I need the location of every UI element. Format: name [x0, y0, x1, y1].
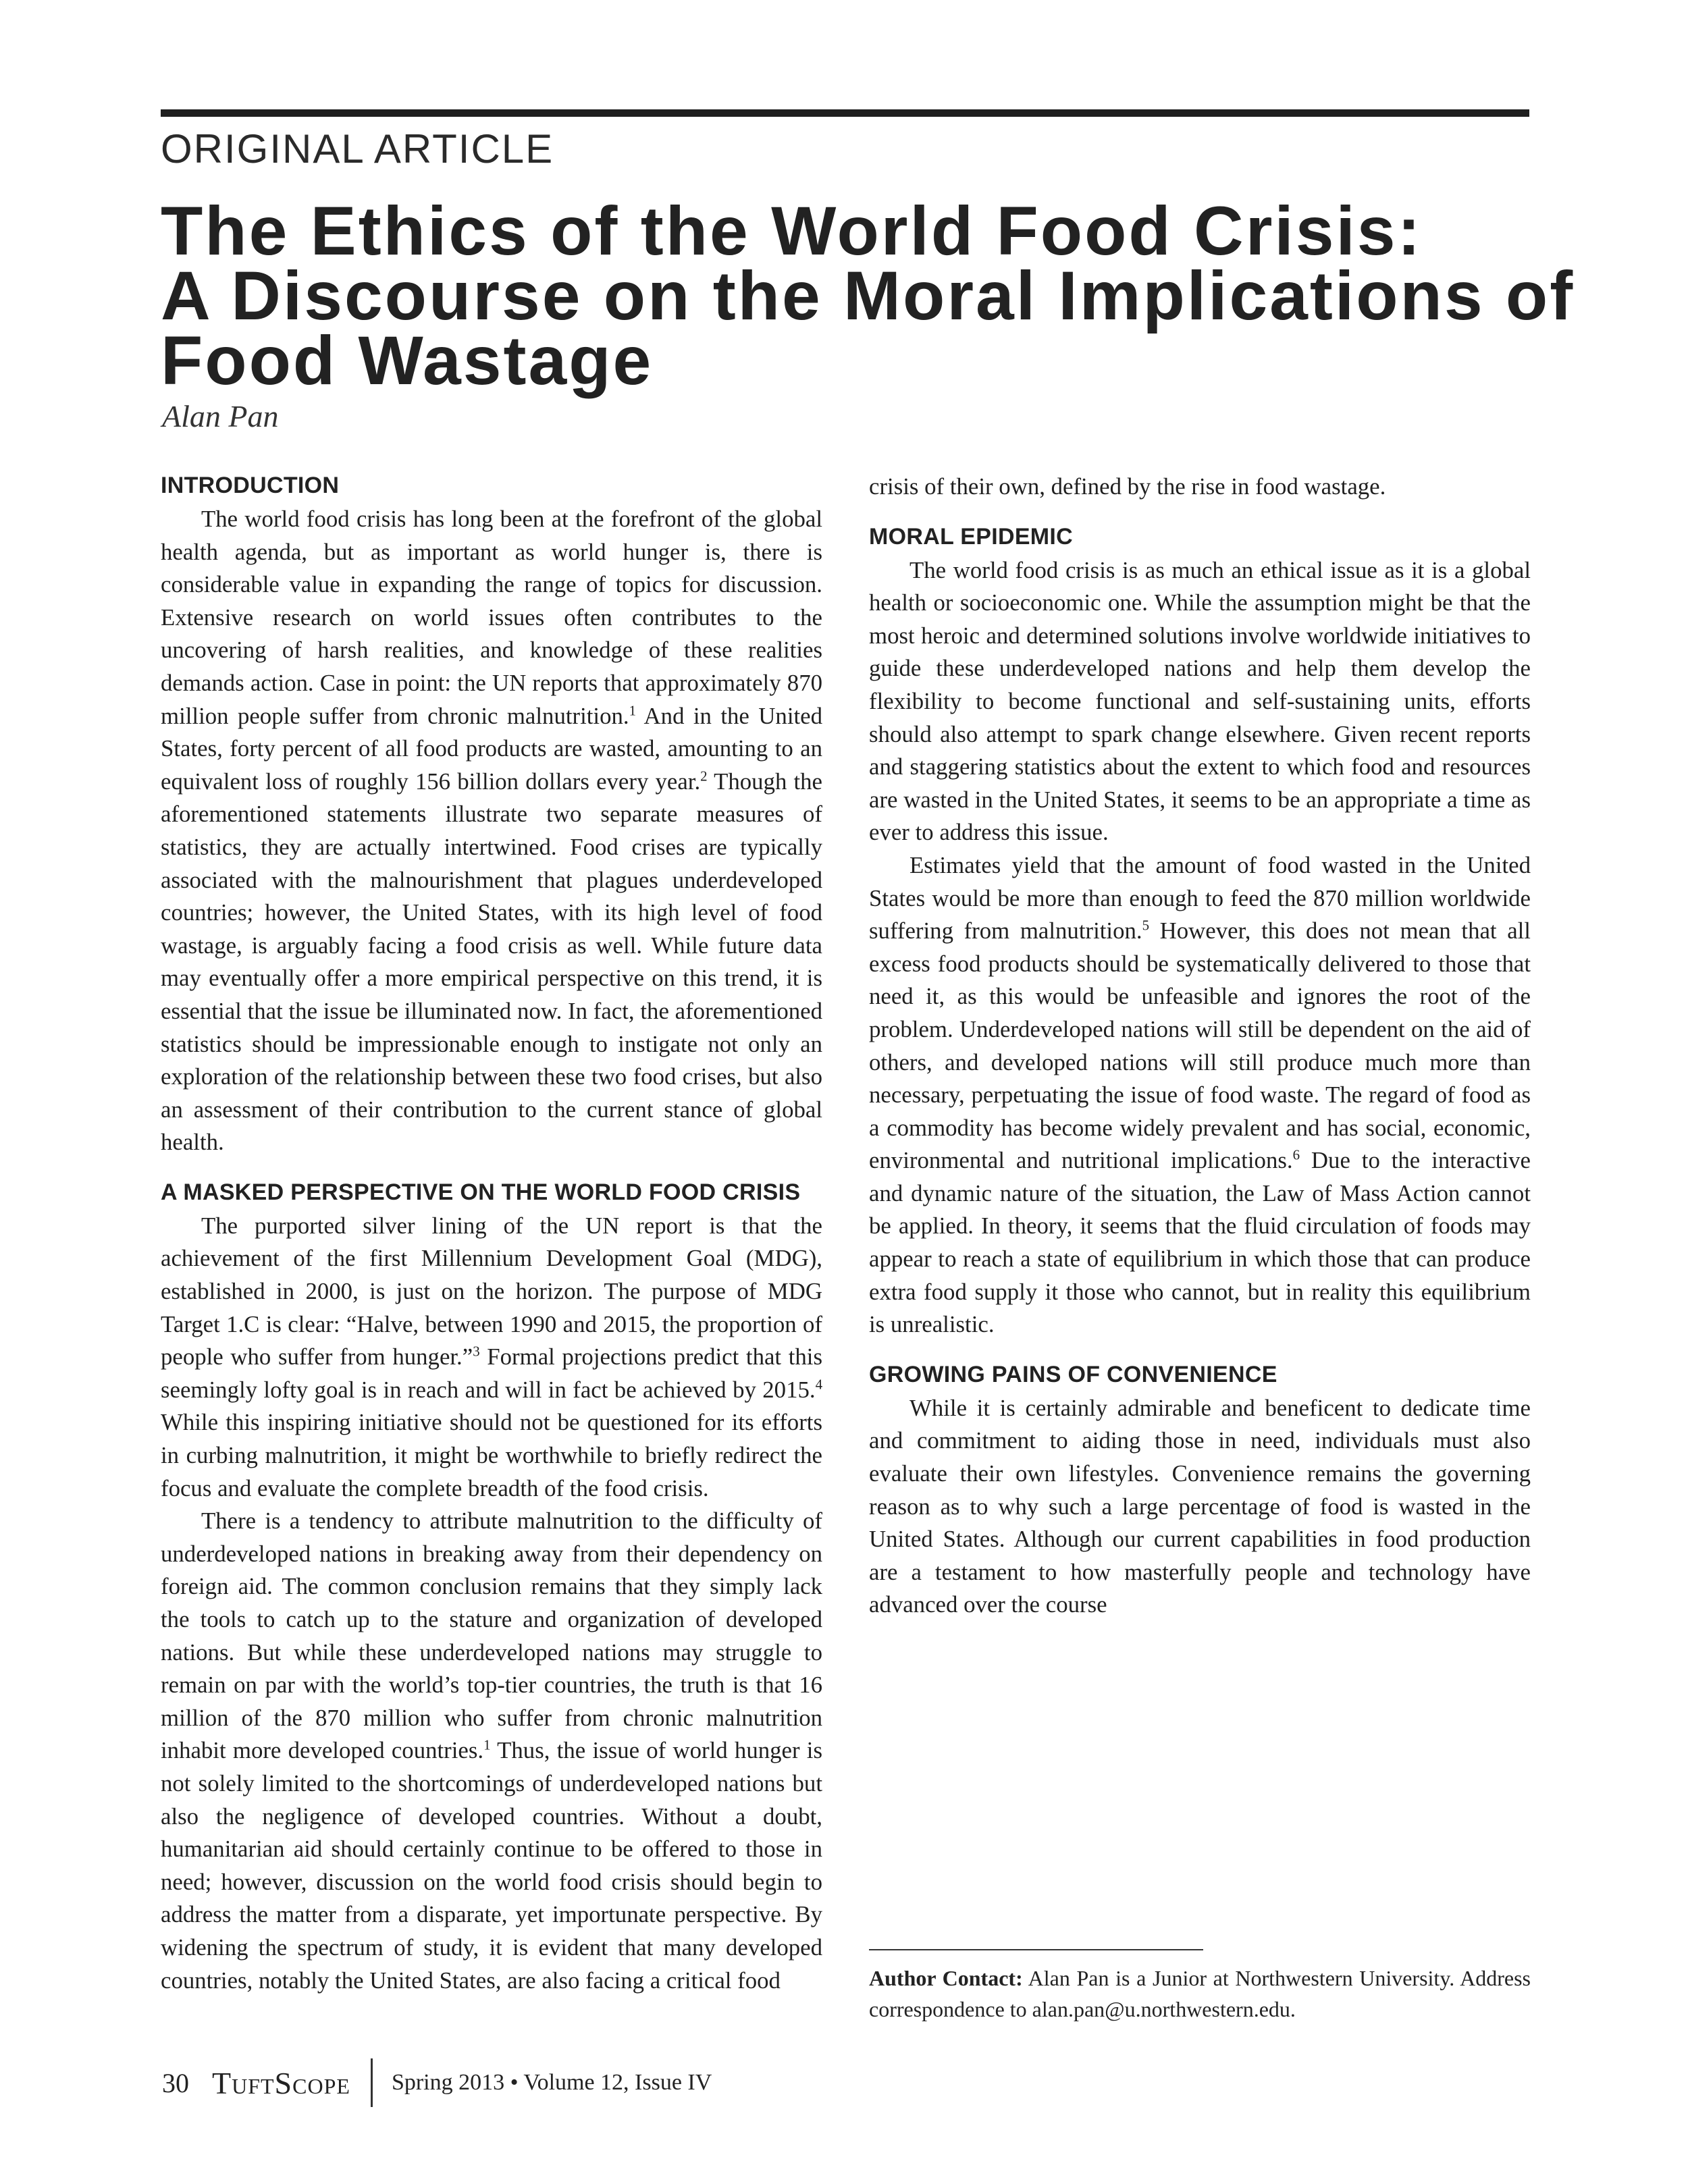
footnote-ref[interactable]: 1: [629, 701, 637, 718]
section-heading-introduction: INTRODUCTION: [161, 473, 340, 498]
author-contact-text: Alan Pan is a Junior at Northwestern University. Address correspondence to alan.pan@u.northwestern.edu.: [869, 1966, 1531, 2021]
footer-divider: [371, 2058, 373, 2107]
author-contact-label: Author Contact:: [869, 1966, 1023, 1990]
article-type-label: ORIGINAL ARTICLE: [161, 126, 554, 171]
introduction-paragraph: The world food crisis has long been at the forefront of the global health agenda, but as important as world hunger is, there is considerable value in expanding the range of topics for discussion. Extensive research on world issues often contributes to the uncovering of harsh realities, and knowledge of these realities demands action. Case in point: the UN reports that approximately 870 million people suffer from chronic malnutrition.$^1$ And in the United States, forty percent of all food products are wasted, amounting to an equivalent loss of roughly 156 billion dollars every year.$^2$ Though the aforementioned statements illustrate two separate measures of statistics, they are actually intertwined. Food crises are typically associated with the malnourishment that plagues underdeveloped countries; however, the United States, with its high level of food wastage, is arguably facing a food crisis as well. While future data may eventually offer a more empirical perspective on this trend, it is essential that the issue be illuminated now. In fact, the aforementioned statistics should be impressionable enough to instigate not only an exploration of the relationship between these two food crises, but also an assessment of their contribution to the current stance of global health.: [161, 506, 823, 1156]
author-contact: [869, 1963, 1531, 2025]
issue-info: Spring 2013 • Volume 12, Issue IV: [391, 2070, 712, 2095]
right-column: [869, 471, 1531, 1622]
footnote-ref[interactable]: 6: [1292, 1146, 1300, 1163]
footnote-ref[interactable]: 5: [1142, 917, 1150, 934]
author-byline: Alan Pan: [162, 399, 279, 433]
growing-paragraph-1: While it is certainly admirable and beneficent to dedicate time and commitment to aiding those in need, individuals must also evaluate their own lifestyles. Convenience remains the governing reason as to why such a large percentage of food is wasted in the United States. Although our current capabilities in food production are a testament to how masterfully people and technology have advanced over the course: [869, 1394, 1531, 1618]
title-line: Food Wastage: [161, 322, 654, 399]
moral-paragraph-2: Estimates yield that the amount of food wasted in the United States would be more than enough to feed the 870 million worldwide suffering from malnutrition.$^5$ However, this does not mean that all excess food products should be systematically delivered to those that need it, as this would be unfeasible and ignores the root of the problem. Underdeveloped nations will still be dependent on the aid of others, and developed nations will still produce much more than necessary, perpetuating the issue of food waste. The regard of food as a commodity has become widely prevalent and has social, economic, environmental and nutritional implications.$^6$ Due to the interactive and dynamic nature of the situation, the Law of Mass Action cannot be applied. In theory, it seems that the fluid circulation of foods may appear to reach a state of equilibrium in which those that can produce extra food supply it those who cannot, but in reality this equilibrium is unrealistic.: [869, 851, 1531, 1338]
moral-paragraph-1: The world food crisis is as much an ethical issue as it is a global health or socioeconomic one. While the assumption might be that the most heroic and determined solutions involve worldwide initiatives to guide these underdeveloped nations and help them develop the flexibility to become functional and self-sustaining units, efforts should also attempt to spark change elsewhere. Given recent reports and staggering statistics about the extent to which food and resources are wasted in the United States, it seems to be an appropriate a time as ever to address this issue.: [869, 556, 1531, 846]
footnote-rule: [869, 1949, 1203, 1950]
journal-name: TuftScope: [212, 2065, 350, 2100]
section-heading-masked-perspective: A MASKED PERSPECTIVE ON THE WORLD FOOD CRISIS: [161, 1179, 801, 1205]
section-heading-moral-epidemic: MORAL EPIDEMIC: [869, 523, 1074, 550]
article-title: [161, 192, 1575, 399]
section-heading-growing-pains: GROWING PAINS OF CONVENIENCE: [869, 1361, 1277, 1387]
footnote-ref[interactable]: 2: [700, 768, 708, 784]
page-number: 30: [162, 2067, 189, 2098]
page-footer: [162, 2059, 712, 2106]
title-line: The Ethics of the World Food Crisis:: [161, 192, 1423, 269]
masked-paragraph-2-continued: crisis of their own, defined by the rise in food wastage.: [869, 473, 1386, 500]
footnote-ref[interactable]: 1: [483, 1736, 491, 1753]
title-line: A Discourse on the Moral Implications of: [161, 257, 1575, 334]
footnote-ref[interactable]: 4: [815, 1376, 822, 1393]
masked-paragraph-2: There is a tendency to attribute malnutrition to the difficulty of underdeveloped nations in breaking away from their dependency on foreign aid. The common conclusion remains that they simply lack the tools to catch up to the stature and organization of developed nations. But while these underdeveloped nations may struggle to remain on par with the world’s top-tier countries, the truth is that 16 million of the 870 million who suffer from chronic malnutrition inhabit more developed countries.$^1$ Thus, the issue of world hunger is not solely limited to the shortcomings of underdeveloped nations but also the negligence of developed countries. Without a doubt, humanitarian aid should certainly continue to be offered to those in need; however, discussion on the world food crisis should begin to address the matter from a disparate, yet importunate perspective. By widening the spectrum of study, it is evident that many developed countries, notably the United States, are also facing a critical food: [161, 1508, 822, 1994]
masked-paragraph-1: The purported silver lining of the UN report is that the achievement of the first Millennium Development Goal (MDG), established in 2000, is just on the horizon. The purpose of MDG Target 1.C is clear: “Halve, between 1990 and 2015, the proportion of people who suffer from hunger.”$^3$ Formal projections predict that this seemingly lofty goal is in reach and will in fact be achieved by 2015.$^4$ While this inspiring initiative should not be questioned for its efforts in curbing malnutrition, it might be worthwhile to briefly redirect the focus and evaluate the complete breadth of the food crisis.: [161, 1212, 822, 1501]
top-rule: [161, 109, 1529, 117]
footnote-ref[interactable]: 3: [473, 1343, 480, 1360]
left-column: [161, 473, 822, 1997]
